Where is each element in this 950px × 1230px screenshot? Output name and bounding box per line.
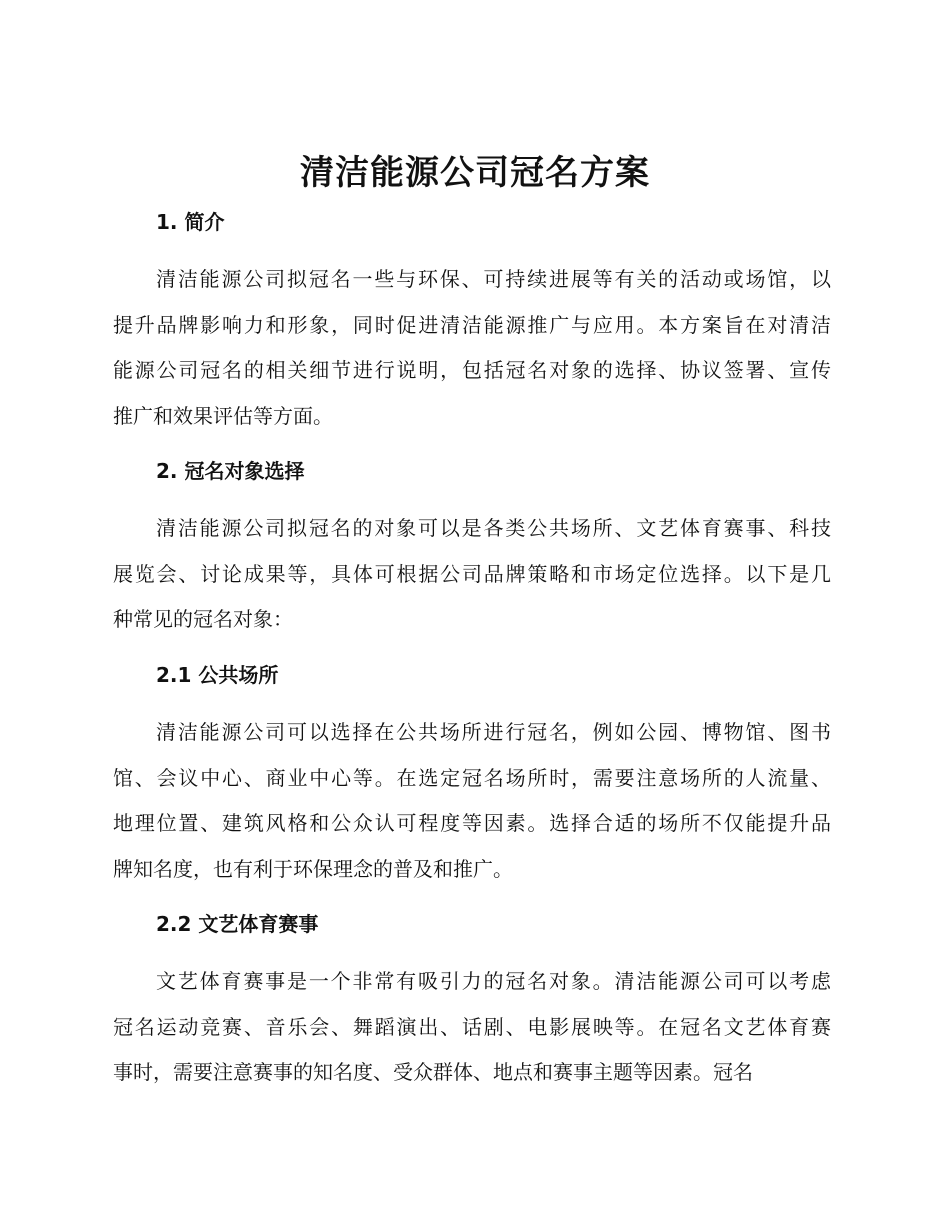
paragraph-line: 馆、会议中心、商业中心等。在选定冠名场所时，需要注意场所的人流量、 [113, 765, 831, 790]
paragraph-line: 牌知名度，也有利于环保理念的普及和推广。 [113, 856, 513, 881]
section-heading-intro: 1. 简介 [156, 210, 225, 234]
paragraph-line: 提升品牌影响力和形象，同时促进清洁能源推广与应用。本方案旨在对清洁 [113, 312, 831, 337]
paragraph-line: 文艺体育赛事是一个非常有吸引力的冠名对象。清洁能源公司可以考虑 [156, 969, 831, 993]
paragraph-line: 推广和效果评估等方面。 [113, 403, 333, 428]
section-paragraph-target-selection [113, 506, 831, 643]
paragraph-line: 清洁能源公司拟冠名一些与环保、可持续进展等有关的活动或场馆，以 [156, 267, 831, 291]
section-paragraph-intro [113, 257, 831, 439]
paragraph-line: 冠名运动竞赛、音乐会、舞蹈演出、话剧、电影展映等。在冠名文艺体育赛 [113, 1014, 831, 1039]
section-paragraph-public-places [113, 710, 831, 892]
section-heading-public-places: 2.1 公共场所 [156, 663, 279, 687]
section-heading-target-selection: 2. 冠名对象选择 [156, 459, 305, 483]
paragraph-line: 事时，需要注意赛事的知名度、受众群体、地点和赛事主题等因素。冠名 [113, 1060, 753, 1084]
section-heading-arts-sports-events: 2.2 文艺体育赛事 [156, 912, 319, 936]
paragraph-line: 能源公司冠名的相关细节进行说明，包括冠名对象的选择、协议签署、宣传 [113, 358, 831, 382]
section-paragraph-arts-sports-events [113, 959, 831, 1096]
paragraph-line: 种常见的冠名对象： [113, 607, 293, 631]
document-title: 清洁能源公司冠名方案 [300, 153, 650, 193]
paragraph-line: 地理位置、建筑风格和公众认可程度等因素。选择合适的场所不仅能提升品 [113, 811, 831, 835]
paragraph-line: 展览会、讨论成果等，具体可根据公司品牌策略和市场定位选择。以下是几 [113, 561, 831, 586]
paragraph-line: 清洁能源公司可以选择在公共场所进行冠名，例如公园、博物馆、图书 [156, 720, 831, 744]
paragraph-line: 清洁能源公司拟冠名的对象可以是各类公共场所、文艺体育赛事、科技 [156, 516, 831, 540]
